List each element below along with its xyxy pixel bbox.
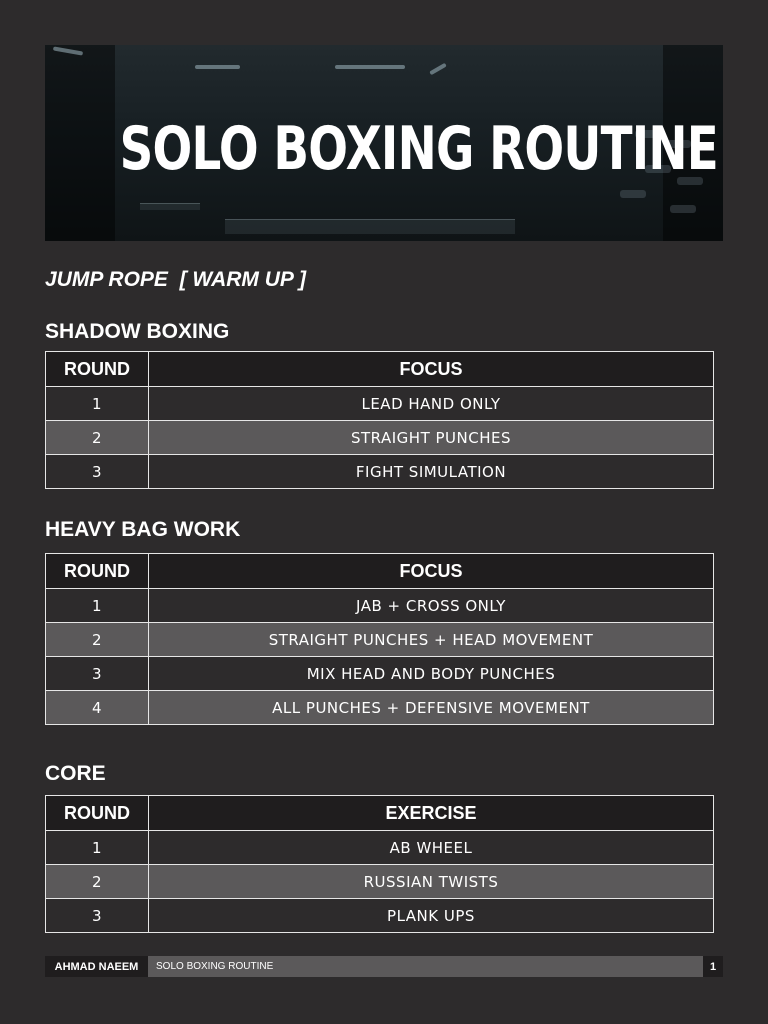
- column-header-exercise: EXERCISE: [149, 796, 714, 831]
- ceiling-light: [429, 63, 447, 75]
- page-footer: [45, 956, 723, 977]
- table-row: [46, 899, 714, 933]
- focus-cell: ALL PUNCHES + DEFENSIVE MOVEMENT: [149, 691, 714, 725]
- round-cell: 1: [46, 831, 149, 865]
- section-title-core: CORE: [45, 762, 106, 785]
- footer-author: AHMAD NAEEM: [45, 956, 148, 977]
- footer-document-title: SOLO BOXING ROUTINE: [148, 956, 703, 977]
- gym-equipment: [620, 190, 646, 198]
- section-title-shadow-boxing: SHADOW BOXING: [45, 320, 230, 343]
- round-cell: 1: [46, 387, 149, 421]
- gym-bench: [225, 219, 515, 234]
- hero-banner: [45, 45, 723, 241]
- table-row: [46, 589, 714, 623]
- table-row: [46, 421, 714, 455]
- core-table: [45, 795, 714, 933]
- focus-cell: MIX HEAD AND BODY PUNCHES: [149, 657, 714, 691]
- table-header-row: [46, 352, 714, 387]
- warmup-heading: JUMP ROPE [ WARM UP ]: [45, 268, 306, 291]
- table-header-row: [46, 796, 714, 831]
- exercise-cell: RUSSIAN TWISTS: [149, 865, 714, 899]
- round-cell: 3: [46, 657, 149, 691]
- gym-wall-shadow: [45, 45, 115, 241]
- table-row: [46, 387, 714, 421]
- focus-cell: LEAD HAND ONLY: [149, 387, 714, 421]
- gym-bench: [140, 203, 200, 210]
- table-row: [46, 657, 714, 691]
- ceiling-light: [195, 65, 240, 69]
- column-header-round: ROUND: [46, 554, 149, 589]
- round-cell: 2: [46, 865, 149, 899]
- gym-equipment: [670, 205, 696, 213]
- column-header-focus: FOCUS: [149, 554, 714, 589]
- column-header-round: ROUND: [46, 352, 149, 387]
- focus-cell: JAB + CROSS ONLY: [149, 589, 714, 623]
- section-title-heavy-bag: HEAVY BAG WORK: [45, 518, 241, 541]
- exercise-cell: PLANK UPS: [149, 899, 714, 933]
- table-row: [46, 455, 714, 489]
- round-cell: 2: [46, 421, 149, 455]
- round-cell: 4: [46, 691, 149, 725]
- table-row: [46, 831, 714, 865]
- column-header-round: ROUND: [46, 796, 149, 831]
- ceiling-light: [335, 65, 405, 69]
- table-row: [46, 623, 714, 657]
- round-cell: 3: [46, 899, 149, 933]
- page-title: SOLO BOXING ROUTINE: [119, 114, 718, 184]
- focus-cell: STRAIGHT PUNCHES: [149, 421, 714, 455]
- shadow-boxing-table: [45, 351, 714, 489]
- column-header-focus: FOCUS: [149, 352, 714, 387]
- table-header-row: [46, 554, 714, 589]
- heavy-bag-table: [45, 553, 714, 725]
- exercise-cell: AB WHEEL: [149, 831, 714, 865]
- round-cell: 2: [46, 623, 149, 657]
- round-cell: 3: [46, 455, 149, 489]
- focus-cell: STRAIGHT PUNCHES + HEAD MOVEMENT: [149, 623, 714, 657]
- table-row: [46, 865, 714, 899]
- focus-cell: FIGHT SIMULATION: [149, 455, 714, 489]
- footer-page-number: 1: [703, 956, 723, 977]
- round-cell: 1: [46, 589, 149, 623]
- table-row: [46, 691, 714, 725]
